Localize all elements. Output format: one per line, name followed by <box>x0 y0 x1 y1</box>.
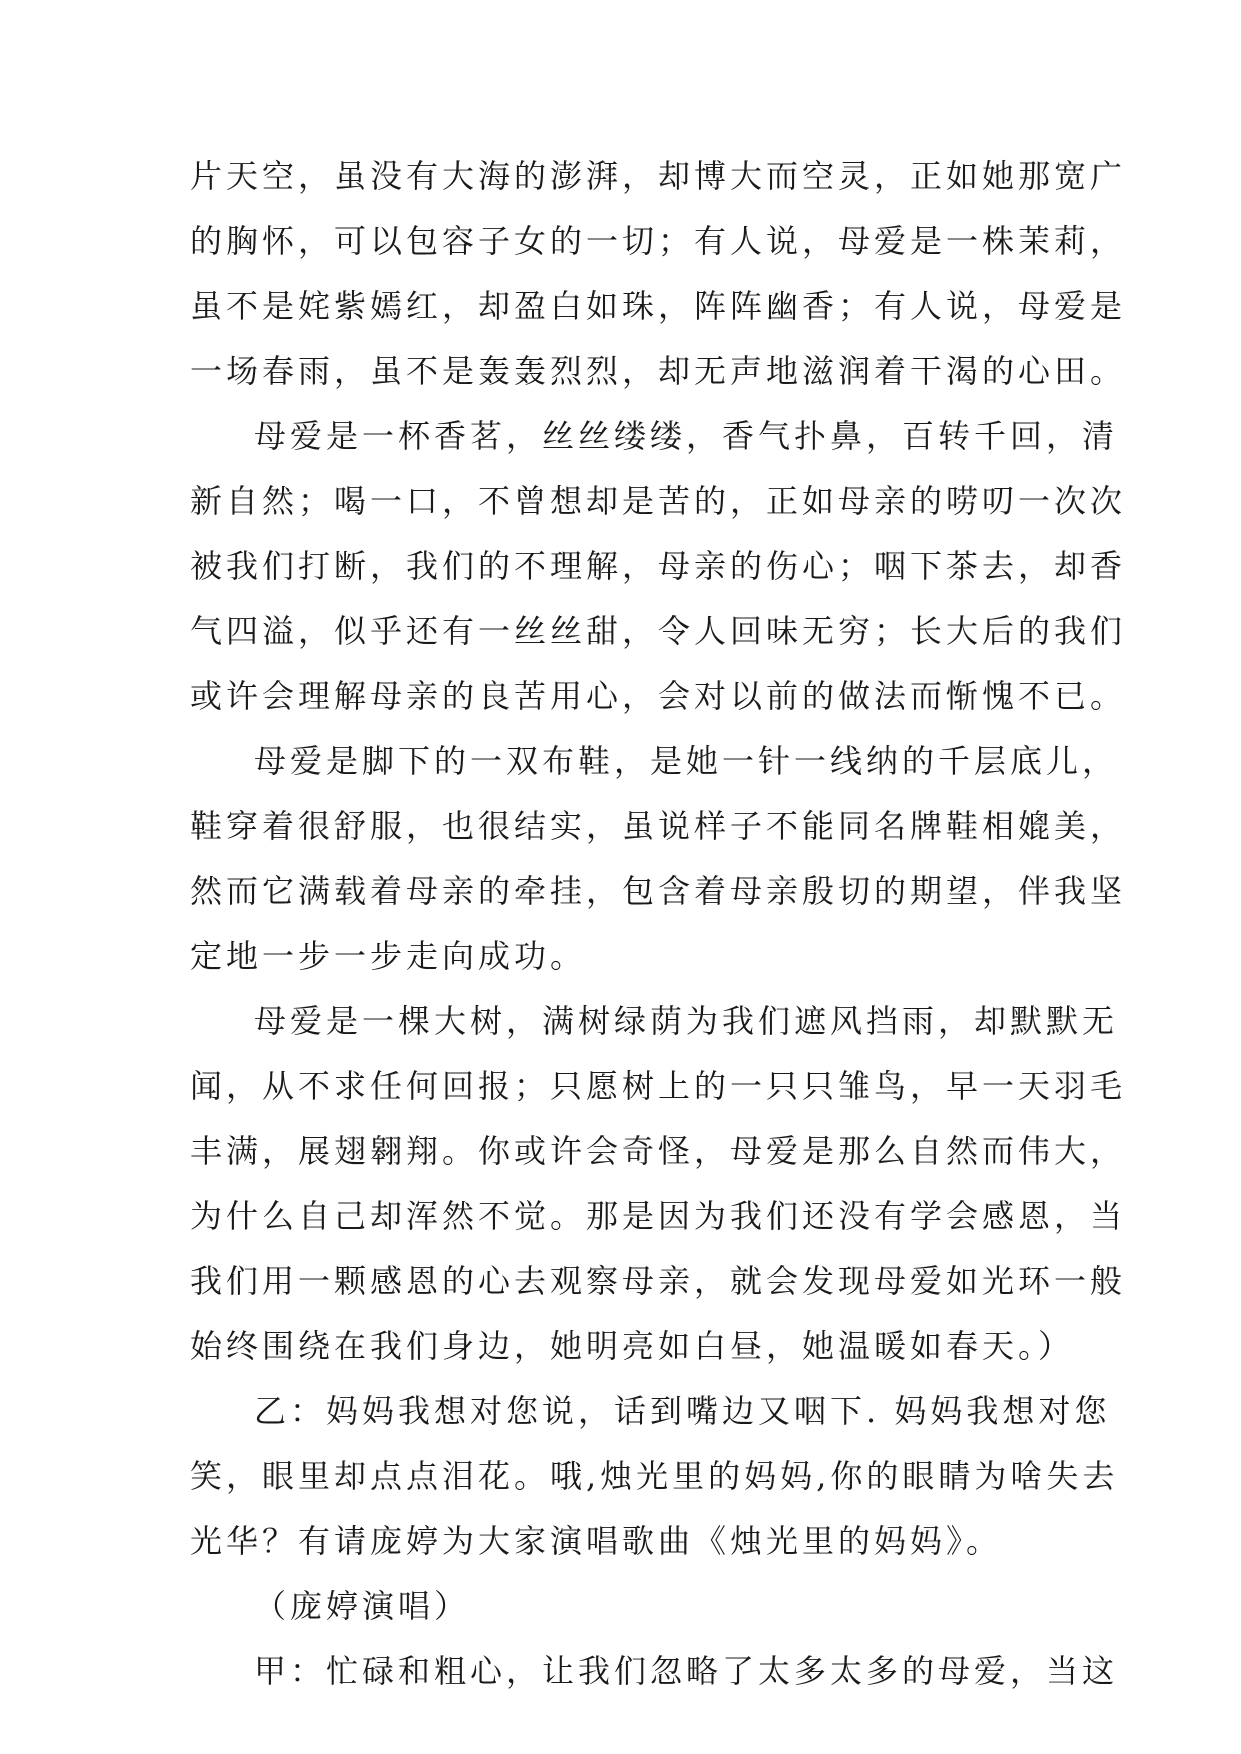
stage-direction: （庞婷演唱） <box>254 1587 471 1625</box>
document-body <box>190 150 1127 1710</box>
text-line: 闻，从不求任何回报；只愿树上的一只只雏鸟，早一天羽毛 <box>190 1067 1127 1105</box>
text-line: 一场春雨，虽不是轰轰烈烈，却无声地滋润着干渴的心田。 <box>190 352 1127 390</box>
text-line: 气四溢，似乎还有一丝丝甜，令人回味无穷；长大后的我们 <box>190 612 1127 650</box>
text-line: 然而它满载着母亲的牵挂，包含着母亲殷切的期望，伴我坚 <box>190 872 1127 910</box>
paragraph-first-line: 母爱是脚下的一双布鞋，是她一针一线纳的千层底儿， <box>254 742 1119 780</box>
text-line: 被我们打断，我们的不理解，母亲的伤心；咽下茶去，却香 <box>190 547 1127 585</box>
text-line: 的胸怀，可以包容子女的一切；有人说，母爱是一株茉莉， <box>190 222 1127 260</box>
text-line: 或许会理解母亲的良苦用心，会对以前的做法而惭愧不已。 <box>190 677 1127 715</box>
text-line: 始终围绕在我们身边，她明亮如白昼，她温暖如春天。） <box>190 1327 1075 1365</box>
dialogue-line-yi: 乙：妈妈我想对您说，话到嘴边又咽下. 妈妈我想对您 <box>254 1392 1111 1430</box>
text-line: 虽不是姹紫嫣红，却盈白如珠，阵阵幽香；有人说，母爱是 <box>190 287 1127 325</box>
text-line: 丰满，展翅翱翔。你或许会奇怪，母爱是那么自然而伟大， <box>190 1132 1127 1170</box>
text-line: 为什么自己却浑然不觉。那是因为我们还没有学会感恩，当 <box>190 1197 1127 1235</box>
text-line: 片天空，虽没有大海的澎湃，却博大而空灵，正如她那宽广 <box>190 157 1127 195</box>
text-line: 我们用一颗感恩的心去观察母亲，就会发现母爱如光环一般 <box>190 1262 1127 1300</box>
text-line: 光华？有请庞婷为大家演唱歌曲《烛光里的妈妈》。 <box>190 1522 1003 1560</box>
text-line: 定地一步一步走向成功。 <box>190 937 587 975</box>
text-line: 鞋穿着很舒服，也很结实，虽说样子不能同名牌鞋相媲美， <box>190 807 1127 845</box>
paragraph-first-line: 母爱是一杯香茗，丝丝缕缕，香气扑鼻，百转千回，清 <box>254 417 1119 455</box>
dialogue-line-jia: 甲：忙碌和粗心，让我们忽略了太多太多的母爱，当这 <box>254 1652 1119 1690</box>
paragraph-first-line: 母爱是一棵大树，满树绿荫为我们遮风挡雨，却默默无 <box>254 1002 1119 1040</box>
text-line: 新自然；喝一口，不曾想却是苦的，正如母亲的唠叨一次次 <box>190 482 1127 520</box>
text-line: 笑，眼里却点点泪花。哦,烛光里的妈妈,你的眼睛为啥失去 <box>190 1457 1119 1495</box>
